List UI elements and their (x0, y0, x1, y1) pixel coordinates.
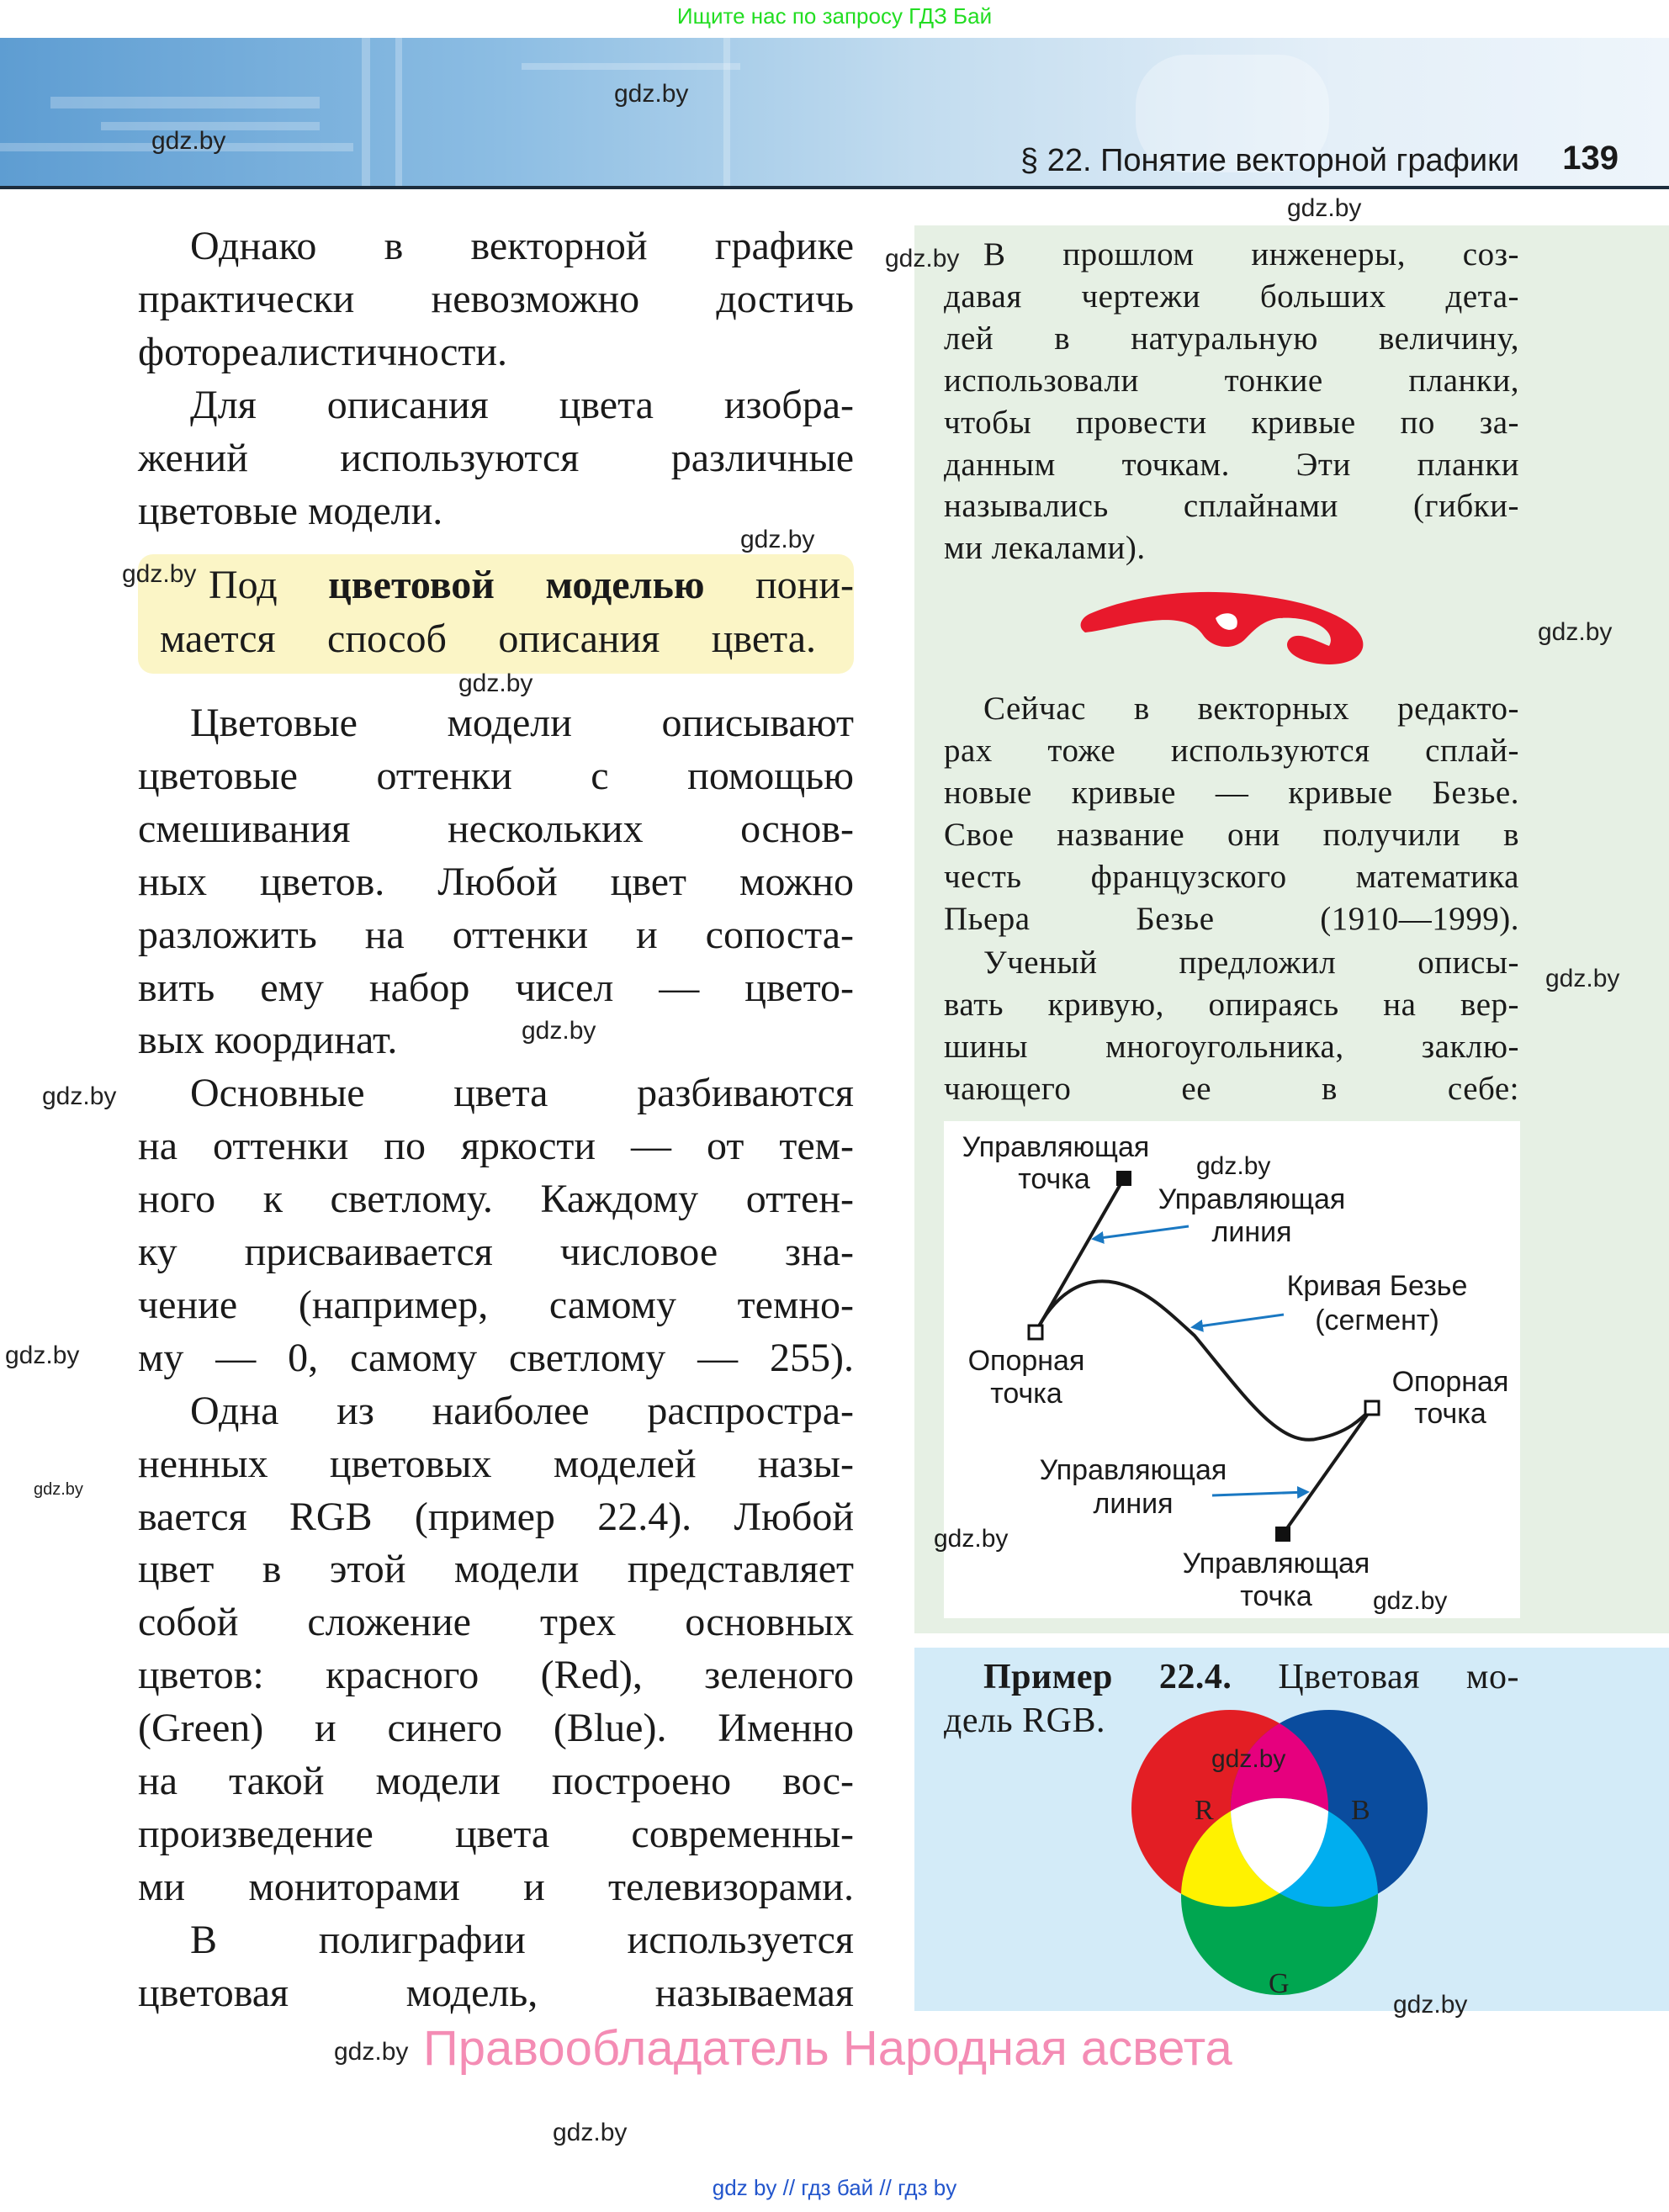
page-number: 139 (1562, 140, 1619, 177)
label-control-line-bottom: линия (1093, 1488, 1174, 1520)
text-line: на такой модели построено вос- (138, 1759, 854, 1803)
label-bezier-curve: Кривая Безье (1286, 1270, 1468, 1302)
text-line: Свое название они получили в (944, 816, 1519, 853)
label-r: R (1195, 1795, 1214, 1826)
watermark: gdz.by (1545, 965, 1620, 992)
label-control-point-top: Управляющая (962, 1131, 1150, 1163)
watermark: gdz.by (614, 80, 689, 108)
watermark: gdz.by (122, 560, 197, 588)
text-line: В прошлом инженеры, соз- (983, 236, 1519, 273)
label-control-point-top: точка (1018, 1163, 1090, 1195)
text-line: собой сложение трех основных (138, 1600, 854, 1645)
text-line: цветовые оттенки с помощью (138, 753, 854, 798)
text-line: вается RGB (пример 22.4). Любой (138, 1494, 854, 1539)
control-point-top-marker (1116, 1171, 1131, 1186)
text-line: практически невозможно достичь (138, 277, 854, 321)
watermark: gdz.by (553, 2119, 628, 2146)
watermark: gdz.by (1287, 194, 1362, 222)
example-label: Пример 22.4. (983, 1658, 1232, 1696)
text-line: давая чертежи больших дета- (944, 278, 1519, 315)
text-line: В полиграфии используется (190, 1917, 854, 1962)
text-line: смешивания нескольких основ- (138, 806, 854, 851)
french-curve-image (1077, 580, 1380, 673)
text-line: Сейчас в векторных редакто- (983, 691, 1519, 727)
text-line: ми мониторами и телевизорами. (138, 1864, 854, 1909)
watermark: gdz.by (1538, 618, 1613, 646)
text-line: на оттенки по яркости — от тем- (138, 1124, 854, 1169)
text-line: честь французского математика (944, 858, 1519, 895)
text-line: использовали тонкие планки, (944, 362, 1519, 399)
arrow-icon (1212, 1492, 1307, 1495)
search-hint-banner: Ищите нас по запросу ГДЗ Бай (676, 3, 993, 29)
definition-text: пони- (704, 563, 855, 607)
watermark: gdz.by (1196, 1152, 1271, 1180)
text-line: цветовые модели. (138, 489, 443, 533)
text-line: назывались сплайнами (гибки- (944, 488, 1519, 525)
text-line: шины многоугольника, заклю- (944, 1028, 1519, 1065)
text-line: жений используются различные (138, 436, 854, 480)
text-line: чающего ее в себе: (944, 1070, 1519, 1107)
text-line: Цветовые модели описывают (190, 701, 854, 745)
label-control-point-bottom: точка (1240, 1580, 1312, 1612)
text-line: Основные цвета разбиваются (190, 1071, 854, 1116)
label-control-line-top: Управляющая (1158, 1183, 1346, 1215)
watermark: gdz.by (42, 1082, 117, 1110)
definition-line (209, 560, 854, 611)
example-title: Цветовая мо- (1278, 1658, 1519, 1696)
text-line: чение (например, самому темно- (138, 1282, 854, 1327)
text-line: цветов: красного (Red), зеленого (138, 1653, 854, 1698)
definition-term: цветовой моделью (328, 563, 705, 607)
watermark: gdz.by (334, 2038, 409, 2066)
label-control-point-bottom: Управляющая (1182, 1548, 1370, 1580)
label-anchor-right: точка (1414, 1398, 1486, 1430)
text-line: Для описания цвета изобра- (190, 383, 854, 427)
text-line: Ученый предложил описы- (983, 945, 1519, 981)
arrow-icon (1193, 1315, 1284, 1327)
watermark: gdz.by (934, 1525, 1009, 1553)
text-line: разложить на оттенки и сопоста- (138, 912, 854, 957)
watermark: gdz.by (458, 669, 533, 697)
label-control-line-top: линия (1211, 1216, 1292, 1248)
text-line: ненных цветовых моделей назы- (138, 1441, 854, 1486)
label-bezier-curve: (сегмент) (1315, 1304, 1439, 1336)
text-line: данным точкам. Эти планки (944, 446, 1519, 483)
text-line: (Green) и синего (Blue). Именно (138, 1706, 854, 1751)
label-anchor-right: Опорная (1391, 1366, 1509, 1398)
text-line: чтобы провести кривые по за- (944, 404, 1519, 441)
arrow-icon (1094, 1226, 1189, 1239)
text-line: цветовая модель, называемая (138, 1970, 854, 2015)
text-line: Одна из наиболее распростра- (190, 1388, 854, 1433)
anchor-right-marker (1365, 1401, 1379, 1415)
watermark: gdz.by (1211, 1745, 1286, 1773)
text-line: ми лекалами). (944, 530, 1146, 567)
label-b: B (1351, 1795, 1370, 1826)
text-line: му — 0, самому светлому — 255). (138, 1335, 854, 1380)
watermark: gdz.by (1373, 1587, 1448, 1615)
site-links[interactable]: gdz by // гдз бай // гдз by (712, 2175, 957, 2200)
section-title: § 22. Понятие векторной графики (1020, 143, 1519, 178)
watermark: gdz.by (885, 245, 960, 273)
definition-line: мается способ описания цвета. (160, 617, 816, 661)
label-anchor-left: Опорная (967, 1345, 1085, 1377)
text-line: рах тоже используются сплай- (944, 732, 1519, 769)
control-line-bottom (1283, 1408, 1372, 1534)
text-line: вить ему набор чисел — цвето- (138, 965, 854, 1010)
text-line: произведение цвета современны- (138, 1811, 854, 1856)
label-g: G (1269, 1968, 1290, 1999)
text-line: Однако в векторной графике (190, 224, 854, 268)
watermark: gdz.by (151, 127, 226, 155)
watermark: gdz.by (1393, 1991, 1468, 2019)
control-point-bottom-marker (1275, 1527, 1290, 1542)
text-line: ных цветов. Любой цвет можно (138, 859, 854, 904)
copyright-footer: Правообладатель Народная асвета (423, 2021, 1232, 2076)
text-line: ку присваивается числовое зна- (138, 1230, 854, 1274)
text-line: фотореалистичности. (138, 330, 508, 374)
watermark: gdz.by (34, 1480, 83, 1499)
text-line: новые кривые — кривые Безье. (944, 774, 1519, 811)
label-control-line-bottom: Управляющая (1039, 1454, 1227, 1486)
watermark: gdz.by (5, 1341, 80, 1369)
text-line: ного к светлому. Каждому оттен- (138, 1177, 854, 1222)
definition-text: Под (209, 563, 329, 607)
watermark: gdz.by (522, 1017, 596, 1045)
bezier-diagram (934, 1121, 1520, 1618)
anchor-left-marker (1029, 1326, 1042, 1339)
text-line: цвет в этой модели представляет (138, 1547, 854, 1592)
text-line: Пьера Безье (1910—1999). (944, 900, 1519, 937)
example-caption (983, 1657, 1519, 1697)
example-caption: дель RGB. (944, 1701, 1105, 1740)
label-anchor-left: точка (990, 1378, 1062, 1410)
page-header (0, 38, 1669, 189)
watermark: gdz.by (740, 526, 815, 553)
text-line: вать кривую, опираясь на вер- (944, 986, 1519, 1023)
text-line: вых координат. (138, 1018, 398, 1063)
text-line: лей в натуральную величину, (944, 320, 1519, 357)
